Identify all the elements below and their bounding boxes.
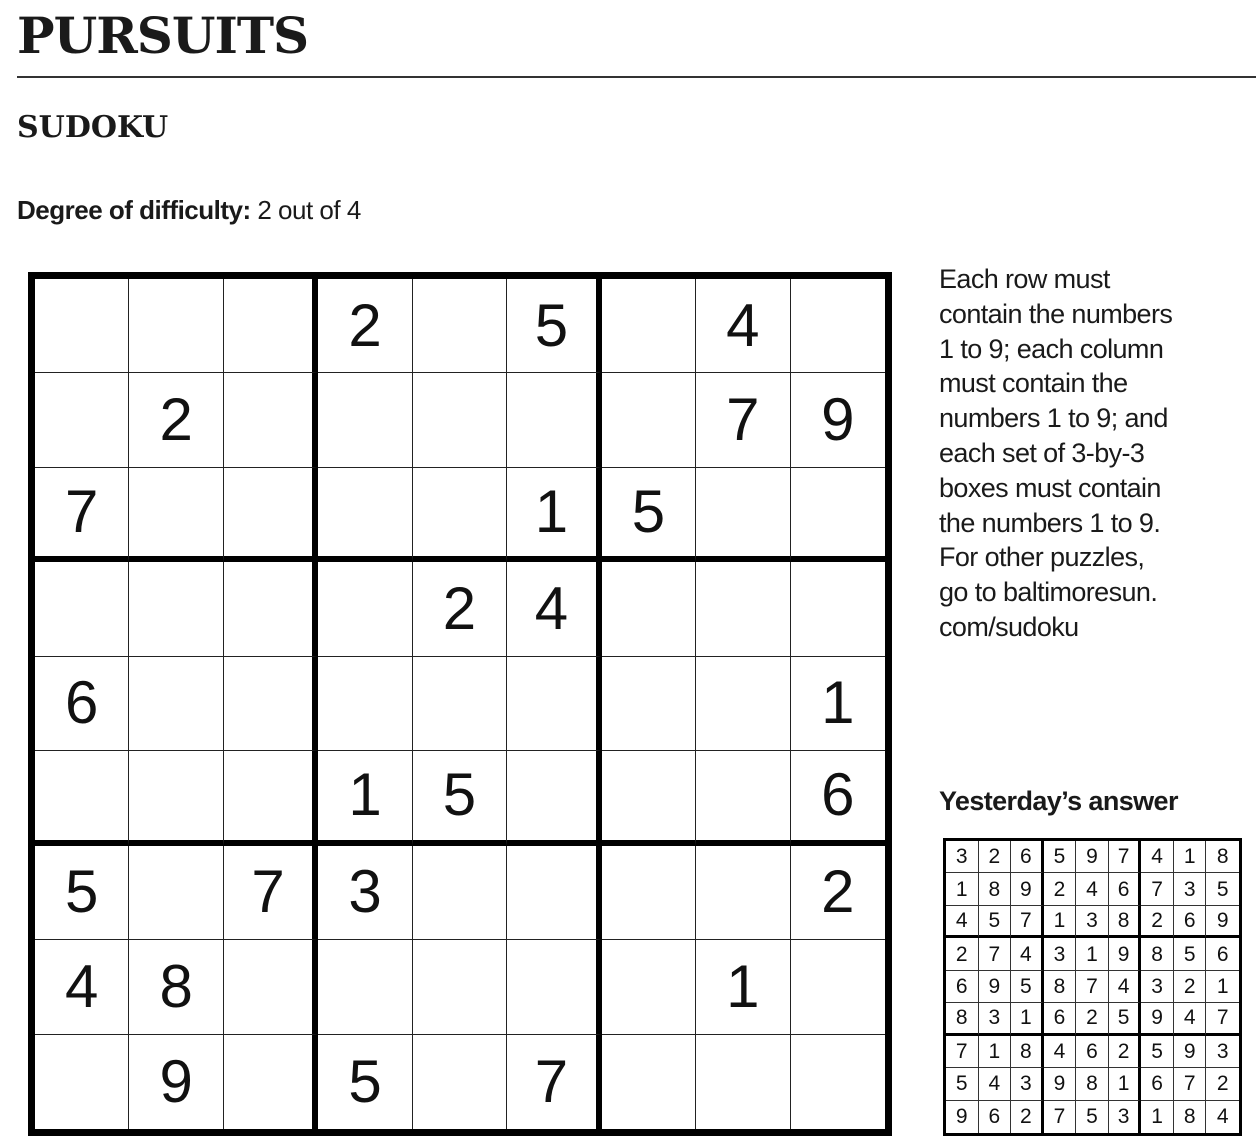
answer-cell-r5c3: 5	[1011, 971, 1044, 1003]
sudoku-cell-r6c5: 5	[413, 751, 507, 845]
instruction-line: each set of 3-by-3	[939, 437, 1145, 468]
answer-cell-r5c5: 7	[1076, 971, 1109, 1003]
sudoku-cell-r3c9[interactable]	[791, 468, 885, 562]
answer-cell-r3c2: 5	[979, 906, 1012, 938]
sudoku-cell-r8c4[interactable]	[318, 940, 412, 1034]
sudoku-cell-r3c7: 5	[602, 468, 696, 562]
sudoku-cell-r6c7[interactable]	[602, 751, 696, 845]
answer-cell-r1c7: 4	[1141, 841, 1174, 873]
sudoku-cell-r8c2: 8	[129, 940, 223, 1034]
sudoku-cell-r1c8: 4	[696, 279, 790, 373]
sudoku-cell-r1c9[interactable]	[791, 279, 885, 373]
answer-cell-r5c7: 3	[1141, 971, 1174, 1003]
sudoku-cell-r4c8[interactable]	[696, 562, 790, 656]
answer-cell-r7c1: 7	[946, 1036, 979, 1068]
instruction-line: For other puzzles,	[939, 542, 1145, 573]
answer-cell-r7c3: 8	[1011, 1036, 1044, 1068]
answer-cell-r8c8: 7	[1174, 1068, 1207, 1100]
answer-cell-r1c8: 1	[1174, 841, 1207, 873]
sudoku-cell-r6c9: 6	[791, 751, 885, 845]
sudoku-cell-r6c3[interactable]	[224, 751, 318, 845]
answer-cell-r6c4: 6	[1044, 1003, 1077, 1035]
sudoku-cell-r9c4: 5	[318, 1035, 412, 1129]
answer-cell-r3c6: 8	[1109, 906, 1142, 938]
sudoku-cell-r1c1[interactable]	[35, 279, 129, 373]
sudoku-cell-r9c5[interactable]	[413, 1035, 507, 1129]
sudoku-cell-r2c9: 9	[791, 373, 885, 467]
sudoku-cell-r7c4: 3	[318, 846, 412, 940]
sudoku-puzzle-grid	[28, 272, 892, 1136]
answer-cell-r2c1: 1	[946, 873, 979, 905]
sudoku-cell-r2c6[interactable]	[507, 373, 601, 467]
answer-cell-r7c6: 2	[1109, 1036, 1142, 1068]
answer-cell-r2c9: 5	[1206, 873, 1239, 905]
answer-cell-r4c4: 3	[1044, 938, 1077, 970]
puzzle-title: SUDOKU	[17, 110, 169, 145]
sudoku-cell-r1c3[interactable]	[224, 279, 318, 373]
answer-cell-r6c1: 8	[946, 1003, 979, 1035]
sudoku-cell-r5c5[interactable]	[413, 657, 507, 751]
answer-cell-r2c3: 9	[1011, 873, 1044, 905]
answer-cell-r6c9: 7	[1206, 1003, 1239, 1035]
sudoku-cell-r7c6[interactable]	[507, 846, 601, 940]
answer-cell-r2c2: 8	[979, 873, 1012, 905]
answer-cell-r6c2: 3	[979, 1003, 1012, 1035]
sudoku-cell-r7c5[interactable]	[413, 846, 507, 940]
sudoku-cell-r1c6: 5	[507, 279, 601, 373]
answer-cell-r7c5: 6	[1076, 1036, 1109, 1068]
answer-cell-r7c2: 1	[979, 1036, 1012, 1068]
difficulty-label: Degree of difficulty:	[17, 195, 251, 225]
header-divider	[17, 76, 1256, 78]
sudoku-cell-r7c8[interactable]	[696, 846, 790, 940]
answer-cell-r4c3: 4	[1011, 938, 1044, 970]
sudoku-cell-r9c1[interactable]	[35, 1035, 129, 1129]
sudoku-cell-r3c4[interactable]	[318, 468, 412, 562]
sudoku-cell-r5c7[interactable]	[602, 657, 696, 751]
sudoku-cell-r4c9[interactable]	[791, 562, 885, 656]
answer-cell-r9c2: 6	[979, 1101, 1012, 1133]
answer-cell-r3c5: 3	[1076, 906, 1109, 938]
difficulty-value: 2 out of 4	[257, 195, 361, 225]
instruction-line: must contain the	[939, 368, 1128, 399]
answer-cell-r4c7: 8	[1141, 938, 1174, 970]
answer-cell-r1c3: 6	[1011, 841, 1044, 873]
sudoku-cell-r5c4[interactable]	[318, 657, 412, 751]
answer-cell-r6c5: 2	[1076, 1003, 1109, 1035]
sudoku-cell-r6c4: 1	[318, 751, 412, 845]
answer-cell-r2c4: 2	[1044, 873, 1077, 905]
answer-cell-r1c2: 2	[979, 841, 1012, 873]
yesterdays-answer-title: Yesterday’s answer	[939, 786, 1178, 816]
sudoku-cell-r8c5[interactable]	[413, 940, 507, 1034]
answer-cell-r1c4: 5	[1044, 841, 1077, 873]
answer-cell-r4c9: 6	[1206, 938, 1239, 970]
instruction-line: Each row must	[939, 264, 1110, 294]
answer-cell-r4c6: 9	[1109, 938, 1142, 970]
answer-cell-r3c3: 7	[1011, 906, 1044, 938]
sudoku-cell-r3c8[interactable]	[696, 468, 790, 562]
answer-cell-r7c8: 9	[1174, 1036, 1207, 1068]
sudoku-cell-r4c6: 4	[507, 562, 601, 656]
sudoku-cell-r2c3[interactable]	[224, 373, 318, 467]
sudoku-cell-r1c4: 2	[318, 279, 412, 373]
answer-cell-r8c6: 1	[1109, 1068, 1142, 1100]
answer-cell-r4c2: 7	[979, 938, 1012, 970]
answer-cell-r9c5: 5	[1076, 1101, 1109, 1133]
section-title: PURSUITS	[17, 6, 309, 65]
answer-cell-r1c1: 3	[946, 841, 979, 873]
answer-cell-r6c7: 9	[1141, 1003, 1174, 1035]
instruction-line: com/sudoku	[939, 611, 1079, 642]
sudoku-cell-r4c2[interactable]	[129, 562, 223, 656]
sudoku-cell-r5c9: 1	[791, 657, 885, 751]
sudoku-cell-r3c3[interactable]	[224, 468, 318, 562]
answer-cell-r1c9: 8	[1206, 841, 1239, 873]
sudoku-cell-r6c6[interactable]	[507, 751, 601, 845]
instruction-line: 1 to 9; each column	[939, 333, 1164, 364]
answer-cell-r8c5: 8	[1076, 1068, 1109, 1100]
sudoku-cell-r7c3: 7	[224, 846, 318, 940]
sudoku-cell-r4c3[interactable]	[224, 562, 318, 656]
sudoku-cell-r7c9: 2	[791, 846, 885, 940]
answer-cell-r3c1: 4	[946, 906, 979, 938]
sudoku-cell-r8c9[interactable]	[791, 940, 885, 1034]
sudoku-cell-r2c4[interactable]	[318, 373, 412, 467]
sudoku-cell-r9c7[interactable]	[602, 1035, 696, 1129]
answer-cell-r4c8: 5	[1174, 938, 1207, 970]
answer-cell-r5c4: 8	[1044, 971, 1077, 1003]
sudoku-cell-r5c6[interactable]	[507, 657, 601, 751]
answer-cell-r5c9: 1	[1206, 971, 1239, 1003]
sudoku-cell-r7c2[interactable]	[129, 846, 223, 940]
sudoku-cell-r9c2: 9	[129, 1035, 223, 1129]
instruction-line: numbers 1 to 9; and	[939, 403, 1168, 434]
answer-cell-r8c4: 9	[1044, 1068, 1077, 1100]
sudoku-cell-r7c7[interactable]	[602, 846, 696, 940]
answer-cell-r1c5: 9	[1076, 841, 1109, 873]
sudoku-cell-r5c3[interactable]	[224, 657, 318, 751]
sudoku-cell-r2c5[interactable]	[413, 373, 507, 467]
sudoku-cell-r5c2[interactable]	[129, 657, 223, 751]
answer-cell-r3c9: 9	[1206, 906, 1239, 938]
answer-cell-r7c9: 3	[1206, 1036, 1239, 1068]
sudoku-cell-r8c1: 4	[35, 940, 129, 1034]
answer-cell-r6c8: 4	[1174, 1003, 1207, 1035]
sudoku-cell-r6c8[interactable]	[696, 751, 790, 845]
sudoku-cell-r1c2[interactable]	[129, 279, 223, 373]
sudoku-cell-r3c2[interactable]	[129, 468, 223, 562]
answer-cell-r3c7: 2	[1141, 906, 1174, 938]
instruction-line: the numbers 1 to 9.	[939, 507, 1161, 538]
answer-cell-r2c6: 6	[1109, 873, 1142, 905]
answer-cell-r9c8: 8	[1174, 1101, 1207, 1133]
answer-cell-r2c5: 4	[1076, 873, 1109, 905]
answer-cell-r9c1: 9	[946, 1101, 979, 1133]
sudoku-cell-r2c7[interactable]	[602, 373, 696, 467]
sudoku-cell-r8c6[interactable]	[507, 940, 601, 1034]
sudoku-cell-r3c1: 7	[35, 468, 129, 562]
answer-cell-r5c2: 9	[979, 971, 1012, 1003]
instruction-line: go to baltimoresun.	[939, 577, 1158, 608]
sudoku-cell-r4c1[interactable]	[35, 562, 129, 656]
instruction-line: contain the numbers	[939, 298, 1173, 329]
answer-cell-r5c8: 2	[1174, 971, 1207, 1003]
sudoku-cell-r5c1: 6	[35, 657, 129, 751]
instruction-line: boxes must contain	[939, 472, 1161, 503]
sudoku-cell-r3c6: 1	[507, 468, 601, 562]
sudoku-cell-r5c8[interactable]	[696, 657, 790, 751]
answer-cell-r8c3: 3	[1011, 1068, 1044, 1100]
answer-cell-r2c7: 7	[1141, 873, 1174, 905]
sudoku-cell-r2c2: 2	[129, 373, 223, 467]
yesterdays-answer-grid	[943, 838, 1242, 1136]
answer-cell-r8c7: 6	[1141, 1068, 1174, 1100]
answer-cell-r6c6: 5	[1109, 1003, 1142, 1035]
answer-cell-r4c5: 1	[1076, 938, 1109, 970]
answer-cell-r3c4: 1	[1044, 906, 1077, 938]
sudoku-cell-r9c9[interactable]	[791, 1035, 885, 1129]
answer-cell-r9c6: 3	[1109, 1101, 1142, 1133]
sudoku-cell-r1c5[interactable]	[413, 279, 507, 373]
answer-cell-r1c6: 7	[1109, 841, 1142, 873]
sudoku-cell-r4c7[interactable]	[602, 562, 696, 656]
sudoku-cell-r2c8: 7	[696, 373, 790, 467]
sudoku-cell-r7c1: 5	[35, 846, 129, 940]
sudoku-cell-r8c8: 1	[696, 940, 790, 1034]
answer-cell-r8c1: 5	[946, 1068, 979, 1100]
sudoku-cell-r9c8[interactable]	[696, 1035, 790, 1129]
sudoku-cell-r9c6: 7	[507, 1035, 601, 1129]
sudoku-cell-r4c5: 2	[413, 562, 507, 656]
answer-cell-r8c2: 4	[979, 1068, 1012, 1100]
sudoku-cell-r8c7[interactable]	[602, 940, 696, 1034]
answer-cell-r9c7: 1	[1141, 1101, 1174, 1133]
answer-cell-r9c3: 2	[1011, 1101, 1044, 1133]
sudoku-cell-r8c3[interactable]	[224, 940, 318, 1034]
answer-cell-r5c6: 4	[1109, 971, 1142, 1003]
difficulty-line	[17, 193, 361, 227]
sudoku-cell-r4c4[interactable]	[318, 562, 412, 656]
answer-cell-r2c8: 3	[1174, 873, 1207, 905]
answer-cell-r9c9: 4	[1216, 1105, 1229, 1129]
answer-cell-r9c4: 7	[1044, 1101, 1077, 1133]
sudoku-cell-r9c3[interactable]	[224, 1035, 318, 1129]
answer-cell-r7c7: 5	[1141, 1036, 1174, 1068]
sudoku-cell-r6c1[interactable]	[35, 751, 129, 845]
answer-cell-r8c9: 2	[1206, 1068, 1239, 1100]
answer-cell-r4c1: 2	[946, 938, 979, 970]
answer-cell-r6c3: 1	[1011, 1003, 1044, 1035]
answer-cell-r5c1: 6	[946, 971, 979, 1003]
sudoku-cell-r1c7[interactable]	[602, 279, 696, 373]
answer-cell-r7c4: 4	[1044, 1036, 1077, 1068]
sudoku-cell-r3c5[interactable]	[413, 468, 507, 562]
answer-cell-r3c8: 6	[1174, 906, 1207, 938]
instructions-text	[939, 262, 1239, 645]
sudoku-cell-r6c2[interactable]	[129, 751, 223, 845]
sudoku-cell-r2c1[interactable]	[35, 373, 129, 467]
